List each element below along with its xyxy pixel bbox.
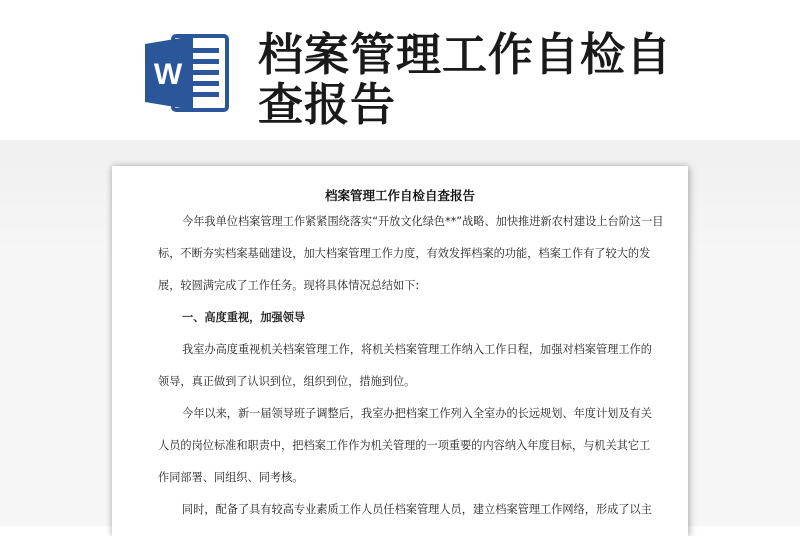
document-page bbox=[112, 166, 688, 536]
paragraph-line: 领导，真正做到了认识到位，组织到位，措施到位。 bbox=[158, 375, 416, 388]
page-title: 档案管理工作自检自查报告 bbox=[258, 28, 673, 131]
paragraph-line: 今年以来，新一届领导班子调整后，我室办把档案工作列入全室办的长远规划、年度计划及有关 bbox=[182, 407, 652, 420]
paragraph-line: 今年我单位档案管理工作紧紧围绕落实“开放文化绿色**”战略、加快推进新农村建设上台阶这一目 bbox=[182, 215, 664, 228]
section-heading: 一、高度重视，加强领导 bbox=[182, 311, 306, 324]
paragraph-line: 展，较圆满完成了工作任务。现将具体情况总结如下: bbox=[158, 279, 420, 292]
paragraph-line: 标，不断夯实档案基础建设，加大档案管理工作力度，有效发挥档案的功能，档案工作有了较大的发 bbox=[158, 247, 651, 260]
paragraph-line: 人员的岗位标准和职责中，把档案工作作为机关管理的一项重要的内容纳入年度目标，与机关其它工 bbox=[158, 439, 651, 452]
word-icon-letter: W bbox=[153, 58, 183, 91]
paragraph-line: 作同部署、同组织、同考核。 bbox=[158, 471, 304, 484]
document-title: 档案管理工作自检自查报告 bbox=[324, 188, 475, 203]
paragraph-line: 同时，配备了具有较高专业素质工作人员任档案管理人员，建立档案管理工作网络，形成了以主 bbox=[182, 503, 652, 516]
header-banner bbox=[0, 0, 800, 150]
paragraph-line: 我室办高度重视机关档案管理工作，将机关档案管理工作纳入工作日程，加强对档案管理工作的 bbox=[182, 343, 652, 356]
word-document-icon bbox=[143, 32, 231, 114]
